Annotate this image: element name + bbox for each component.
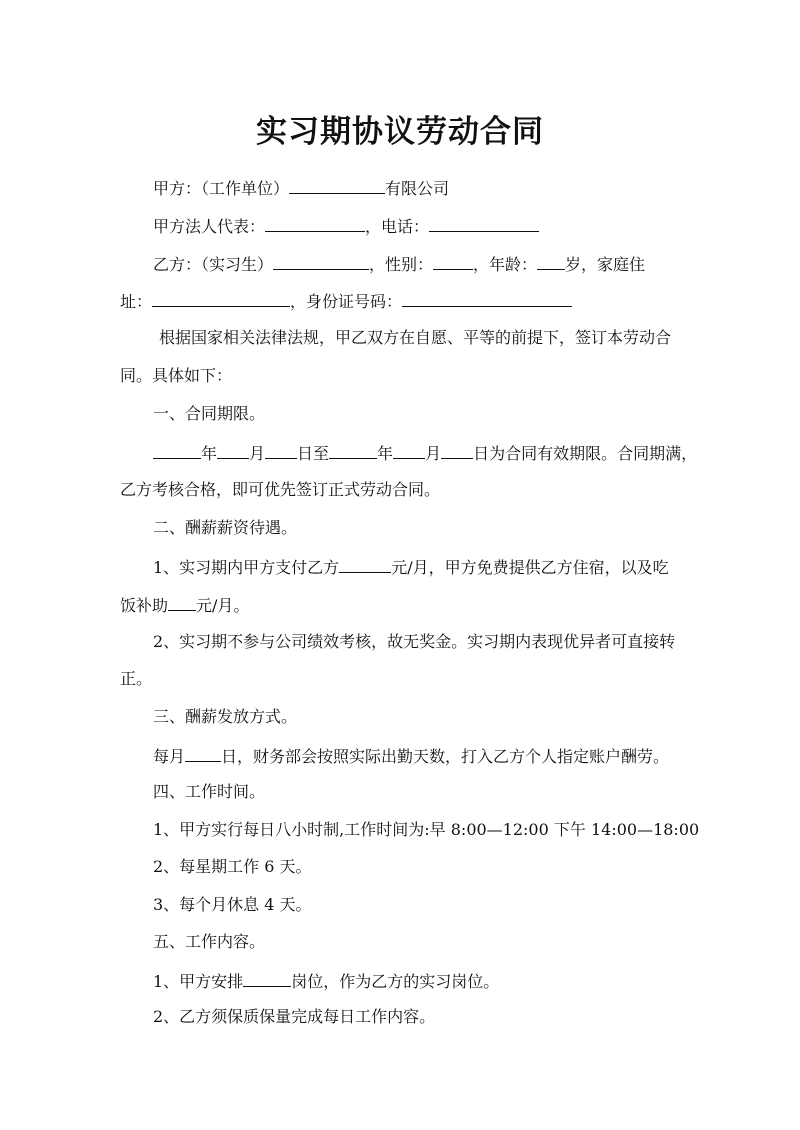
age-label: ，年龄：: [473, 255, 538, 274]
position-suffix: 岗位，作为乙方的实习岗位。: [291, 972, 500, 991]
position-label: 1、甲方安排: [153, 972, 244, 991]
gender-blank[interactable]: [433, 253, 473, 270]
bonus-line-1: 2、实习期不参与公司绩效考核，故无奖金。实习期内表现优异者可直接转: [153, 632, 676, 651]
end-day-blank[interactable]: [441, 442, 473, 459]
section-4-heading: 四、工作时间。: [153, 782, 266, 801]
year-label: 年: [201, 444, 218, 463]
rep-name-blank[interactable]: [265, 215, 365, 232]
company-name-blank[interactable]: [289, 177, 385, 194]
position-blank[interactable]: [243, 970, 291, 987]
address-label: 址：: [120, 292, 153, 311]
end-year-blank[interactable]: [329, 442, 377, 459]
salary-suffix: 元/月，甲方免费提供乙方住宿，以及吃: [391, 558, 669, 577]
position-line: [153, 970, 499, 992]
section-5-heading: 五、工作内容。: [153, 932, 266, 951]
end-month-blank[interactable]: [393, 442, 425, 459]
party-b-line: [153, 253, 645, 275]
work-days-line: 2、每星期工作 6 天。: [153, 857, 312, 876]
year-label-2: 年: [377, 444, 394, 463]
page-title: 实习期协议劳动合同: [256, 114, 544, 150]
section-1-line-2: 乙方考核合格，即可优先签订正式劳动合同。: [120, 480, 441, 499]
intern-name-blank[interactable]: [273, 253, 369, 270]
section-1-heading: 一、合同期限。: [153, 404, 266, 423]
salary-blank[interactable]: [339, 556, 391, 573]
meal-label: 饭补助: [120, 596, 169, 615]
duty-line: 2、乙方须保质保量完成每日工作内容。: [153, 1007, 436, 1026]
id-number-blank[interactable]: [402, 290, 572, 307]
payday-blank[interactable]: [185, 745, 221, 762]
address-blank[interactable]: [152, 290, 290, 307]
preamble-line-2: 同。具体如下：: [120, 366, 233, 385]
period-end-text: 日为合同有效期限。合同期满，: [473, 444, 698, 463]
start-month-blank[interactable]: [217, 442, 249, 459]
contract-period-line: [153, 442, 697, 464]
company-suffix: 有限公司: [385, 179, 450, 198]
id-label: ，身份证号码：: [290, 292, 403, 311]
work-hours-line: 1、甲方实行每日八小时制,工作时间为:早 8:00—12:00 下午 14:00—18:00: [153, 820, 700, 839]
bonus-line-2: 正。: [120, 669, 153, 688]
month-label-2: 月: [425, 444, 442, 463]
start-day-blank[interactable]: [265, 442, 297, 459]
party-a-rep-line: [153, 215, 539, 237]
preamble-line-1: 根据国家相关法律法规，甲乙双方在自愿、平等的前提下，签订本劳动合: [159, 328, 672, 347]
salary-line: [153, 556, 669, 578]
party-a-line: [153, 177, 449, 199]
phone-label: ，电话：: [365, 217, 430, 236]
month-label: 月: [249, 444, 266, 463]
start-year-blank[interactable]: [153, 442, 201, 459]
rest-days-line: 3、每个月休息 4 天。: [153, 895, 312, 914]
section-2-heading: 二、酬薪薪资待遇。: [153, 518, 298, 537]
party-b-label: 乙方：（实习生）: [153, 255, 274, 274]
meal-allowance-blank[interactable]: [168, 594, 196, 611]
gender-label: ，性别：: [369, 255, 434, 274]
age-suffix: 岁，家庭住: [565, 255, 646, 274]
meal-allowance-line: [120, 594, 249, 616]
salary-label: 1、实习期内甲方支付乙方: [153, 558, 340, 577]
payday-line: [153, 745, 669, 767]
meal-suffix: 元/月。: [196, 596, 250, 615]
address-line: [120, 290, 572, 312]
day-to-label: 日至: [297, 444, 330, 463]
payday-text: 日，财务部会按照实际出勤天数，打入乙方个人指定账户酬劳。: [221, 747, 670, 766]
payday-label: 每月: [153, 747, 186, 766]
phone-blank[interactable]: [429, 215, 539, 232]
rep-label: 甲方法人代表：: [153, 217, 266, 236]
section-3-heading: 三、酬薪发放方式。: [153, 707, 298, 726]
party-a-label: 甲方：（工作单位）: [153, 179, 290, 198]
age-blank[interactable]: [537, 253, 565, 270]
